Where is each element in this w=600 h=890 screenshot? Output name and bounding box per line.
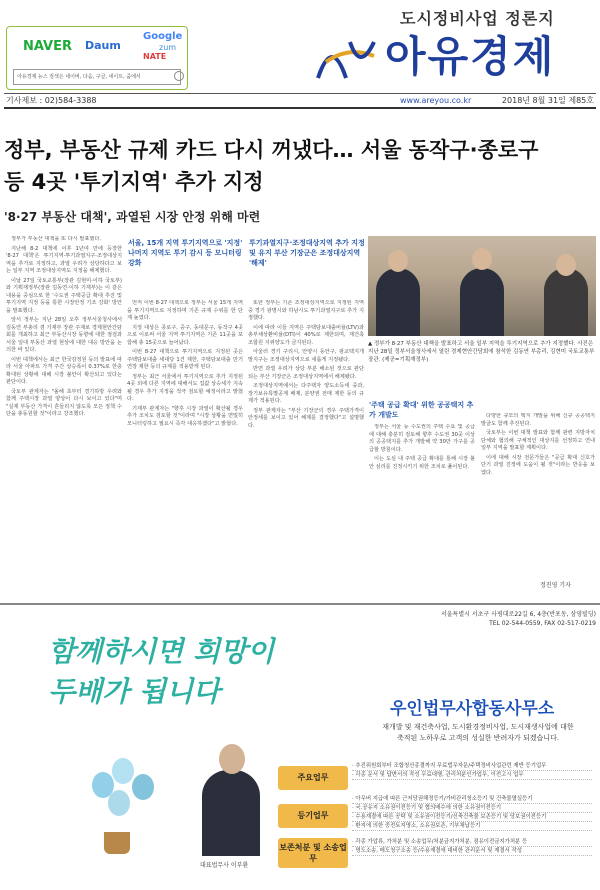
reporter-byline: 정진영 기자 [540,582,571,589]
daum-logo: Daum [85,39,121,52]
article-column-4 [369,424,475,574]
service-item: · 국.공유지 소유권이전등기 및 협의매수에 의한 소유권이전등기 [352,804,592,813]
person-figure [544,268,588,336]
site-url[interactable]: www.areyou.co.kr [400,96,472,105]
tag-registration: 등기업무 [278,804,348,828]
paragraph: 국토부 관계자는 "올해 초부터 경기하방 우려와 함께 주택시장 과열 양상이 다시 보이고 있다"며 "실제 부동산 가격이 흔들리지 않도록 모든 정책 수단을 총동원할 것"이라고 강조했다. [6,388,122,417]
article-column-2 [127,300,243,600]
lawyer-photo [202,770,260,856]
issue-date: 2018년 8월 31일 제85호 [501,96,594,105]
paragraph: 국토부는 이번 대책 발표와 함께 관련 지방자치단체와 협의해 구체적인 대상지를 선정하고 연내 일부 지역을 발표할 계획이다. [481,430,595,451]
service-item: · 명도소송, 매도청구소송 등/수용재결에 대비한 관리문서 및 재결서 작성 [352,847,592,856]
masthead-tagline: 도시정비사업 정론지 [400,9,555,28]
paragraph: 지난해 8·2 대책에 이후 1년여 만에 등장한 '8·27 대책'은 투기지역·투기과열지구·조정대상지역을 추가로 지정하고, 과열 우려가 상당하다고 보는 일부 지역 조정대상지역도 지정을 해제했다. [6,245,122,274]
nate-logo: NATE [143,52,167,61]
brand-logo-icon [312,32,382,88]
person-figure [376,268,420,336]
balloon-icon [112,758,134,784]
balloon-icon [108,790,130,816]
info-bar [4,93,596,109]
subheadline: '8·27 부동산 대책', 과열된 시장 안정 위해 마련 [4,210,261,224]
column2-subhead: 서울, 15개 지역 투기지역으로 '지정' 나머지 지역도 투기 감시 등 모니터링 강화 [128,239,243,267]
tag-main-services: 주요업무 [278,766,348,790]
ad-description-line: 재개발 및 재건축사업, 도시환경정비사업, 도시재생사업에 대한 [382,723,574,731]
paragraph: 이번 8·27 대책으로 투기지역으로 지정된 곳은 주택담보대출 세대당 1건 제한, 주택담보대출 만기 연장 제한 등의 규제를 적용받게 된다. [127,349,243,370]
paragraph: 조정대상지역에서는 다주택자 양도소득세 중과, 장기보유특별공제 배제, 분양권 전매 제한 등의 규제가 적용된다. [248,383,364,404]
column4-subhead: '주택 공급 확대' 위한 공공택지 추가 개발도 [369,401,474,419]
person-head [472,248,492,270]
ad-address [386,610,596,628]
photo-caption: ▲ 정부가 8·27 부동산 대책을 발표하고 서울 일부 지역을 투기지역으로 추가 지정했다. 사진은 지난 28일 정부서울청사에서 열린 경제현안간담회에 참석한 김동연 부총리, 김현미 국토교통부 장관. (제공=기획재정부) [368,341,595,363]
ad-address-line: 서울특별시 서초구 사평대로22길 6, 4층(반포동, 삼영빌딩) [440,611,596,618]
service-item: · 아무버 지급에 따른 근저당권해정등기/가비관리청소등기 및 건축물멸실등기 [352,795,592,804]
paragraph: 지정 대상은 종로구, 중구, 동대문구, 동작구 4곳으로 이로써 서울 지역 투기지역은 기존 11곳을 포함해 총 15곳으로 늘어났다. [127,324,243,346]
ad-description [360,722,596,744]
paragraph: 이날 27일 국토교통부(장관 김현미·이하 국토부)와 기획재정부(장관 김동연·이하 기재부)는 이 같은 내용을 중심으로 한 '수도권 주택공급 확대 추진 및 투기지역 지정 등을 통한 시장안정 기조 강화' 방안을 발표했다. [6,277,122,314]
paragraph: 정부는 최근 서울에서 투기지역으로 추가 지정된 4곳 외에 다른 지역에 대해서도 집값 상승세가 지속될 경우 추가 지정을 적극 검토할 예정이라고 밝혔다. [127,373,243,402]
paragraph: 이는 도심 내 주택 공급 확대를 통해 시장 불안 심리를 진정시키기 위한 조치로 풀이된다. [369,456,475,470]
paragraph: 또한 정부는 기존 조정대상지역으로 지정된 지역 중 경기 광명시와 하남시도 투기과열지구로 추가 지정했다. [248,300,364,321]
paragraph: 이번 대책에서는 최근 한국감정원 등의 발표에 따라 서울 아파트 가격 주간 상승폭이 0.37%로 한층 확대된 상황에 대해 시장 불안이 확산되고 있다는 판단이다. [6,356,122,385]
paragraph: 정부는 서울 등 수도권의 주택 수요 및 공급에 대해 충분히 검토해 향후 수도권 30곳 이상의 공공택지를 추가 개발해 약 30만 가구를 공급할 방침이다. [369,424,475,453]
service-item: · 추진위원회부터 조합청산종결까지 무료법무자문/주택정비사업관련 제반 등기업무 [352,762,592,771]
google-logo: Google [143,31,183,42]
paragraph: 정부가 부동산 대책을 또 다시 발표했다. [11,236,102,242]
basket-icon [104,832,130,854]
paragraph: 기재부 관계자는 "향후 시장 과열이 확산될 경우 추가 조치도 검토할 것"이라며 "시장 상황을 면밀히 모니터링하고 필요시 즉각 대응하겠다"고 밝혔다. [127,405,243,427]
paragraph: 앞서 정부는 지난 28일 오후 정부서울청사에서 김동연 부총리 겸 기재부 장관 주재로 경제현안간담회를 개최하고 최근 부동산시장 동향에 대한 점검과 서울 일대 부동산 과열 현상에 대한 대응 방안을 논의한 바 있다. [6,317,122,353]
ad-description-line: 축적된 노하우로 고객의 성실한 반려자가 되겠습니다. [396,734,560,742]
lawyer-face [219,744,245,774]
tag-preservation-litigation: 보존처분 및 소송업무 [278,838,348,868]
paragraph: 이에 따라 이들 지역은 주택담보대출비율(LTV)과 총부채상환비율(DTI)이 40%로 제한되며, 재건축 조합원 지위양도가 금지된다. [248,324,364,346]
lawyer-caption: 대표법무사 이부환 [200,862,249,869]
ad-company-name: 우인법무사합동사무소 [390,699,555,719]
article-column-1 [6,236,122,598]
paragraph: 정부 관계자는 "부산 기장군의 경우 주택가격이 안정세를 보이고 있어 해제를 결정했다"고 설명했다. [248,407,364,429]
paragraph: 아울러 경기 구리시, 안양시 동안구, 광교택지개발지구는 조정대상지역으로 새롭게 지정됐다. [248,349,364,363]
services-registration [352,795,592,831]
balloon-icon [132,774,154,800]
article-column-3 [248,300,364,600]
services-main [352,762,592,780]
naver-logo: NAVER [23,39,73,54]
paragraph: 이에 대해 시장 전문가들은 "공급 확대 신호가 단기 과열 진정에 도움이 될 것"이라는 반응을 보였다. [481,454,595,476]
column3-subhead: 투기과열지구·조정대상지역 추가 지정 및 유지 부산 기장군은 조정대상지역 '해제' [249,239,365,267]
service-item: · 수용재결에 따른 공탁 및 소유권이전등기/신축건축물 보존등기 및 당보권이전등기 [352,813,592,822]
portal-banner [6,26,188,90]
zum-logo: zum [159,43,177,52]
person-head [556,254,576,276]
paragraph: 먼저 이번 8·27 대책으로 정부는 서울 15개 지역을 투기지역으로 지정하며 기존 규제 수위를 한 단계 높였다. [127,300,243,321]
article-photo [368,236,596,336]
ad-calligraphy: 함께하시면 희망이 두배가 됩니다 [48,635,275,708]
person-figure [460,268,504,336]
tip-phone: 기사제보 : 02)584-3388 [6,96,97,105]
brand-name: 아유경제 [385,32,556,81]
headline-line1: 정부, 부동산 규제 카드 다시 꺼냈다… 서울 동작구·종로구 [4,138,539,162]
paragraph: 반면 과열 우려가 상당 부분 해소된 것으로 판단되는 부산 기장군은 조정대상지역에서 해제됐다. [248,366,364,380]
portal-search-box: 아유경제 뉴스 검색은 네이버, 다음, 구글, 네이트, 줌에서 [13,69,181,85]
search-icon [174,71,184,81]
ad-contact-line: TEL 02-544-0559, FAX 02-517-0219 [489,620,596,627]
service-item: · 각종 문서 및 답변서의 작성 무료대행, 관리처분인가업무, 이전고시 업무 [352,771,592,780]
article-column-5 [481,413,595,563]
paragraph: 다양한 규모의 택지 개발을 위해 신규 공공택지 발굴도 함께 추진된다. [481,413,595,427]
service-item: · 각종 가압류, 가처분 및 소송업무/처분금지가처분, 점유이전금지가처분 등 [352,838,592,847]
person-head [388,250,408,272]
services-preservation [352,838,592,856]
headline-line2: 등 4곳 '투기지역' 추가 지정 [4,170,264,194]
service-item: · 환지에 의한 중전토지명소, 소유권보존, 기부채납등기 [352,822,592,831]
